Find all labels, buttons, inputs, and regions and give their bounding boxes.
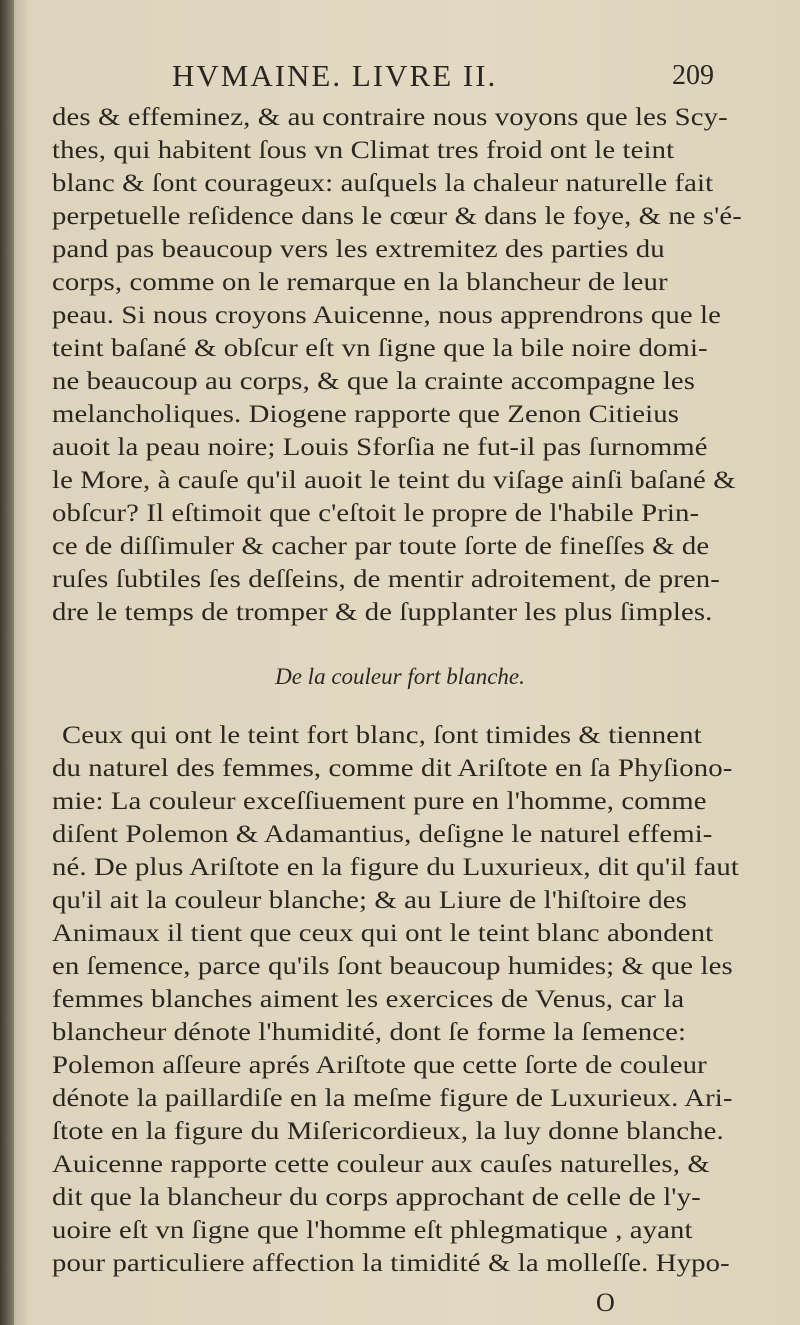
- text-line: corps, comme on le remarque en la blancheur de leur: [52, 269, 668, 296]
- text-line: qu'il ait la couleur blanche; & au Liure de l'hiſtoire des: [52, 887, 687, 914]
- text-line: ne beaucoup au corps, & que la crainte accompagne les: [52, 368, 696, 395]
- text-line: diſent Polemon & Adamantius, deſigne le naturel effemi-: [52, 821, 713, 848]
- page-header: [0, 58, 800, 108]
- text-line: né. De plus Ariſtote en la figure du Luxurieux, dit qu'il faut: [52, 854, 739, 881]
- text-line: ruſes ſubtiles ſes deſſeins, de mentir adroitement, de pren-: [52, 566, 720, 593]
- text-line: ce de diſſimuler & cacher par toute ſorte de fineſſes & de: [52, 533, 710, 560]
- text-line: mie: La couleur exceſſiuement pure en l'homme, comme: [52, 788, 707, 815]
- text-line: des & effeminez, & au contraire nous voyons que les Scy-: [52, 104, 728, 131]
- text-line: obſcur? Il eſtimoit que c'eſtoit le propre de l'habile Prin-: [52, 500, 700, 527]
- section-heading: De la couleur fort blanche.: [275, 664, 525, 689]
- text-line: du naturel des femmes, comme dit Ariſtote en ſa Phyſiono-: [52, 755, 733, 782]
- page-number: 209: [672, 60, 714, 91]
- text-line: en ſemence, parce qu'ils ſont beaucoup humides; & que les: [52, 953, 733, 980]
- text-line: auoit la peau noire; Louis Sforſia ne fut-il pas ſurnommé: [52, 434, 708, 461]
- text-line: Animaux il tient que ceux qui ont le teint blanc abondent: [52, 920, 714, 947]
- text-line: uoire eſt vn ſigne que l'homme eſt phlegmatique , ayant: [52, 1217, 693, 1244]
- text-line: pand pas beaucoup vers les extremitez des parties du: [52, 236, 665, 263]
- text-line: pour particuliere affection la timidité & la molleſſe. Hypo-: [52, 1250, 730, 1277]
- signature-mark: O: [596, 1288, 615, 1317]
- text-line: dénote la paillardiſe en la meſme figure de Luxurieux. Ari-: [52, 1085, 733, 1112]
- text-line: ſtote en la figure du Miſericordieux, la luy donne blanche.: [52, 1118, 724, 1145]
- text-line: teint baſané & obſcur eſt vn ſigne que la bile noire domi-: [52, 335, 708, 362]
- text-line: dre le temps de tromper & de ſupplanter les plus ſimples.: [52, 599, 713, 626]
- text-line: perpetuelle reſidence dans le cœur & dans le foye, & ne s'é-: [52, 203, 742, 230]
- running-head: HVMAINE. LIVRE II.: [172, 58, 498, 93]
- text-line: thes, qui habitent ſous vn Climat tres froid ont le teint: [52, 137, 675, 164]
- text-line: dit que la blancheur du corps approchant de celle de l'y-: [52, 1184, 701, 1211]
- text-line: Polemon aſſeure aprés Ariſtote que cette ſorte de couleur: [52, 1052, 707, 1079]
- text-line: le More, à cauſe qu'il auoit le teint du viſage ainſi baſané &: [52, 467, 736, 494]
- text-line: Ceux qui ont le teint fort blanc, ſont timides & tiennent: [62, 722, 702, 749]
- text-line: blancheur dénote l'humidité, dont ſe forme la ſemence:: [52, 1019, 687, 1046]
- text-line: femmes blanches aiment les exercices de Venus, car la: [52, 986, 685, 1013]
- text-line: blanc & ſont courageux: auſquels la chaleur naturelle fait: [52, 170, 714, 197]
- text-line: Auicenne rapporte cette couleur aux cauſes naturelles, &: [52, 1151, 710, 1178]
- text-line: peau. Si nous croyons Auicenne, nous apprendrons que le: [52, 302, 722, 329]
- text-line: melancholiques. Diogene rapporte que Zenon Citieius: [52, 401, 680, 428]
- book-gutter: [0, 0, 14, 1325]
